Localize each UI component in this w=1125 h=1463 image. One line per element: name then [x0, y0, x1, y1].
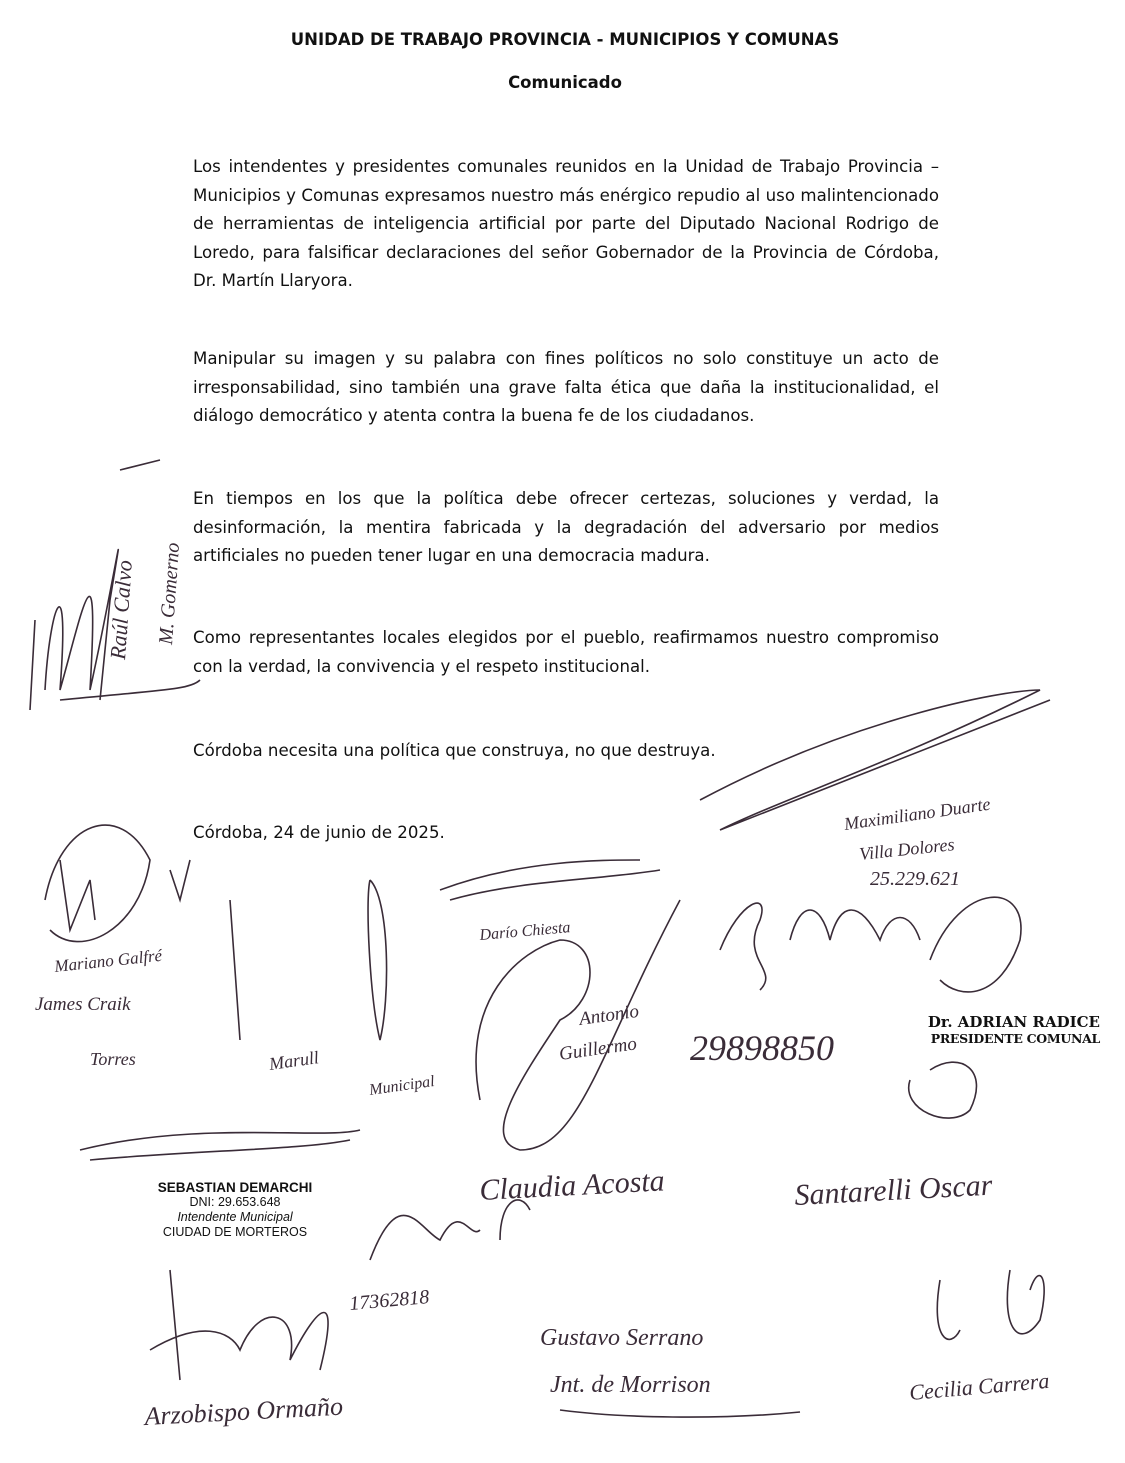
svg-text:29898850: 29898850: [690, 1028, 834, 1068]
svg-text:17362818: 17362818: [348, 1286, 431, 1315]
svg-text:Santarelli Oscar: Santarelli Oscar: [793, 1168, 994, 1212]
place-date: Córdoba, 24 de junio de 2025.: [193, 823, 445, 842]
stamp-name: Dr. ADRIAN RADICE: [927, 1013, 1100, 1031]
svg-text:Mariano Galfré: Mariano Galfré: [53, 945, 163, 976]
svg-text:Claudia Acosta: Claudia Acosta: [478, 1164, 666, 1207]
svg-text:M. Gomerno: M. Gomerno: [155, 541, 185, 646]
document-subtitle: Comunicado: [508, 73, 622, 92]
document-title: UNIDAD DE TRABAJO PROVINCIA - MUNICIPIOS Y COMUNAS: [290, 30, 840, 49]
svg-text:Maximiliano Duarte: Maximiliano Duarte: [842, 793, 992, 834]
stamp-role: PRESIDENTE COMUNAL: [930, 1031, 1100, 1046]
stamp-radice: [918, 1013, 1100, 1046]
svg-text:Antonio: Antonio: [577, 1000, 641, 1030]
paragraph-tiempos: En tiempos en los que la política debe ofrecer certezas, soluciones y verdad, la desinformación, la mentira fabricada y la degradación del adversario por medios artificiales no pueden tener lugar en una democracia madura.: [193, 489, 939, 565]
svg-text:Guillermo: Guillermo: [557, 1033, 639, 1065]
svg-text:Villa Dolores: Villa Dolores: [858, 834, 956, 864]
paragraph-cordoba: Córdoba necesita una política que construya, no que destruya.: [193, 741, 716, 760]
stamp-city: CIUDAD DE MORTEROS: [162, 1225, 308, 1239]
stamp-name: SEBASTIAN DEMARCHI: [157, 1180, 313, 1195]
stamp-demarchi: [110, 1180, 360, 1240]
stamp-dni: DNI: 29.653.648: [189, 1195, 281, 1209]
svg-text:25.229.621: 25.229.621: [870, 868, 960, 890]
svg-text:Municipal: Municipal: [368, 1072, 436, 1099]
svg-text:Raúl Calvo: Raúl Calvo: [105, 559, 137, 661]
svg-text:Cecilia Carrera: Cecilia Carrera: [908, 1367, 1051, 1405]
paragraph-repudio: Los intendentes y presidentes comunales reunidos en la Unidad de Trabajo Provincia – Municipios y Comunas expresamos nuestro más enérgico repudio al uso malintencionado de herramientas de inteligencia artificial por parte del Diputado Nacional Rodrigo de Loredo, para falsificar declaraciones del señor Gobernador de la Provincia de Córdoba, Dr. Martín Llaryora.: [193, 157, 939, 290]
svg-text:Darío Chiesta: Darío Chiesta: [478, 919, 572, 944]
svg-text:Arzobispo Ormaño: Arzobispo Ormaño: [143, 1391, 344, 1431]
signature-scribbles: [30, 460, 1050, 1417]
svg-text:Torres: Torres: [90, 1049, 136, 1069]
svg-text:Marull: Marull: [267, 1047, 321, 1074]
svg-text:Gustavo Serrano: Gustavo Serrano: [540, 1325, 704, 1351]
paragraph-manipular: Manipular su imagen y su palabra con fines políticos no solo constituye un acto de irresponsabilidad, sino también una grave falta ética que daña la institucionalidad, el diálogo democrático y atenta contra la buena fe de los ciudadanos.: [193, 349, 939, 425]
paragraph-representantes: Como representantes locales elegidos por el pueblo, reafirmamos nuestro compromiso con la verdad, la convivencia y el respeto institucional.: [193, 628, 939, 676]
stamp-role: Intendente Municipal: [177, 1210, 293, 1224]
svg-text:James Craik: James Craik: [35, 994, 131, 1015]
svg-text:Jnt. de Morrison: Jnt. de Morrison: [550, 1372, 711, 1398]
